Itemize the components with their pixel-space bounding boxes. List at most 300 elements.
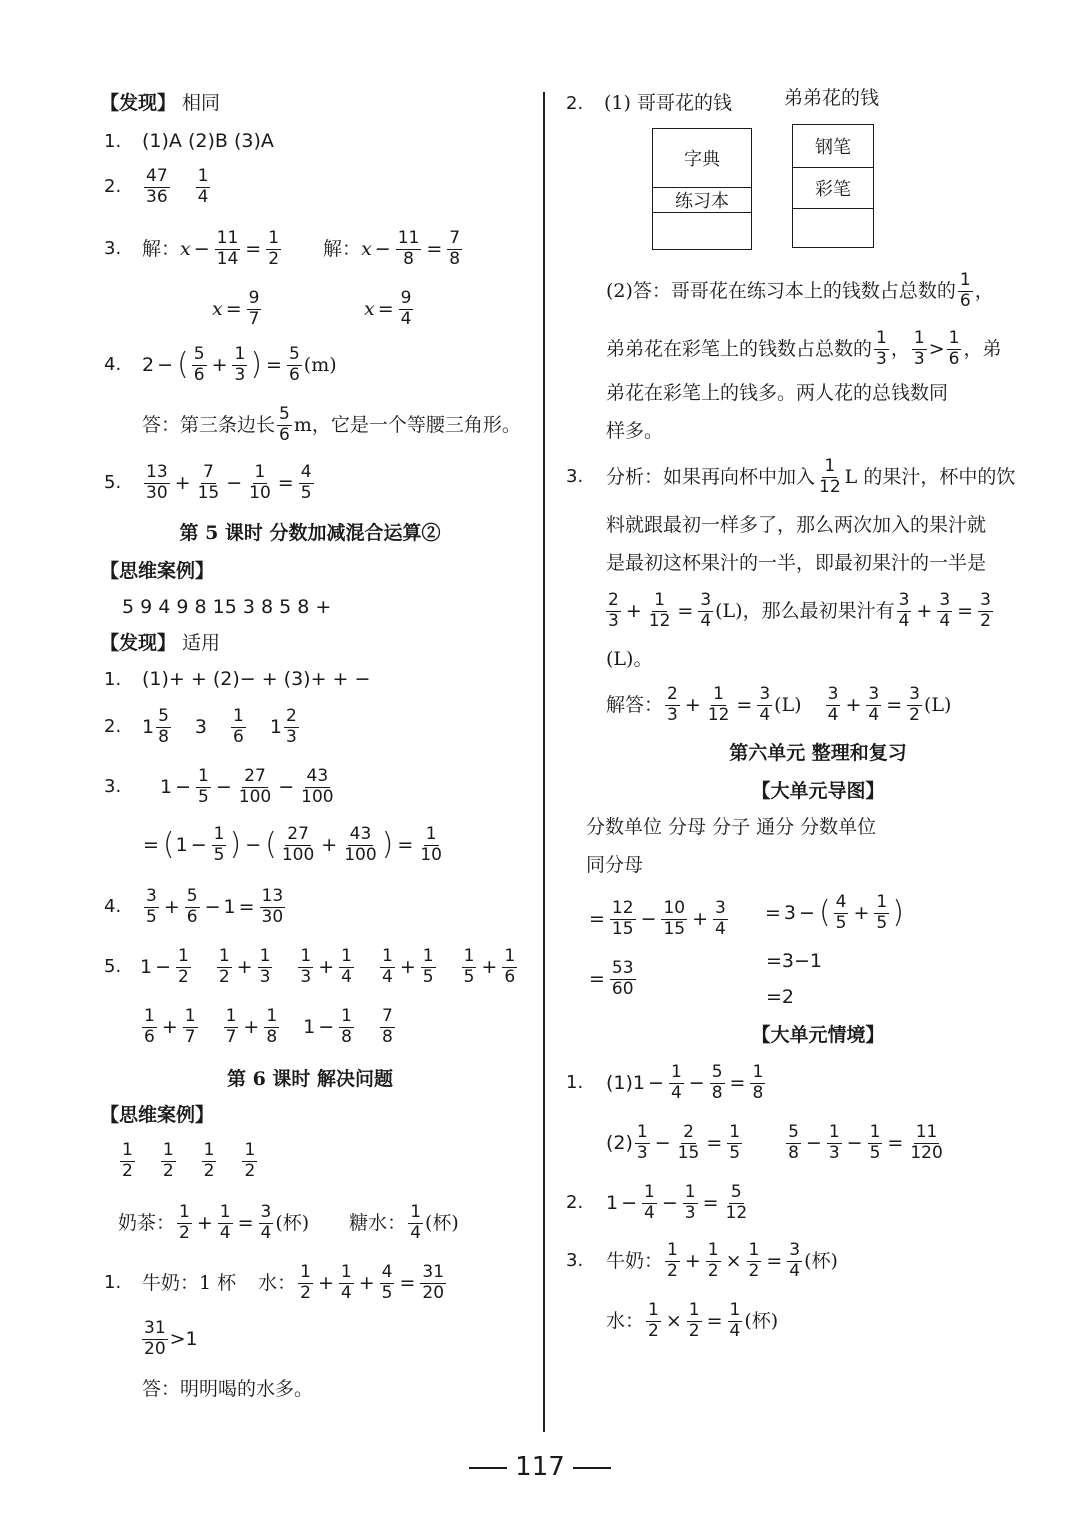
fraction <box>665 686 680 725</box>
practice-5-row-2 <box>140 1008 397 1047</box>
fraction <box>231 708 246 747</box>
fraction <box>298 948 313 987</box>
operator: + <box>684 1249 701 1272</box>
fraction <box>937 592 952 631</box>
fraction <box>242 1142 257 1181</box>
operator: − <box>374 237 391 260</box>
denominator: 6 <box>959 290 971 311</box>
numerator: 1 <box>410 1202 422 1222</box>
numerator: 3 <box>715 898 726 918</box>
denominator: 3 <box>913 348 925 369</box>
milktea-row <box>118 1204 459 1243</box>
numerator: 1 <box>300 946 312 966</box>
text-segment: 3. <box>566 1250 584 1272</box>
text-segment: 2 <box>142 353 155 376</box>
calc-left-1 <box>586 900 730 939</box>
denominator: 5 <box>835 912 847 933</box>
denominator: 2 <box>707 1260 719 1281</box>
numerator: 1 <box>144 1006 155 1026</box>
calc-right-1 <box>762 894 905 933</box>
numerator: 3 <box>898 590 910 610</box>
operator: = <box>589 967 605 990</box>
operator: = <box>765 901 781 924</box>
fraction <box>247 464 273 503</box>
right-q3-solution <box>606 686 951 725</box>
denominator: 6 <box>233 726 244 747</box>
text-segment: 3. <box>104 776 122 798</box>
numerator: 1 <box>266 1006 278 1026</box>
numerator: 3 <box>260 1202 272 1222</box>
practice-1 <box>104 670 370 689</box>
operator: + <box>692 907 709 930</box>
right-q3-line3: 是最初这杯果汁的一半，即最初果汁的一半是 <box>606 552 987 574</box>
text-segment: ，弟 <box>963 337 1002 360</box>
fraction <box>907 686 922 725</box>
operator: − <box>226 471 243 494</box>
operator: = <box>143 833 159 856</box>
text-segment: ， <box>974 279 994 302</box>
operator: + <box>196 1211 213 1234</box>
scene-3-milk <box>566 1242 838 1281</box>
denominator: 6 <box>186 906 198 927</box>
item-number: 5. <box>104 472 122 494</box>
numerator: 1 <box>636 1122 648 1142</box>
fraction <box>676 1124 702 1163</box>
operator: − <box>175 775 192 798</box>
box-segment-colorpen: 彩笔 <box>793 168 873 209</box>
denominator: 6 <box>948 348 960 369</box>
operator: − <box>654 1131 671 1154</box>
denominator: 2 <box>178 966 189 987</box>
numerator: 1 <box>959 270 971 290</box>
numerator: 1 <box>713 684 724 704</box>
denominator: 100 <box>281 844 315 865</box>
fraction <box>706 1242 721 1281</box>
text-segment: 1 <box>223 895 236 918</box>
answer-3-result-2 <box>364 290 415 329</box>
numerator: 5 <box>711 1062 723 1082</box>
numerator: 1 <box>869 1122 881 1142</box>
numerator: 1 <box>233 706 244 726</box>
operator: = <box>225 297 242 320</box>
parenthesis: ( <box>265 827 277 863</box>
fraction <box>339 1008 354 1047</box>
denominator: 2 <box>122 1160 133 1181</box>
denominator: 7 <box>248 308 260 329</box>
text-segment: (1)+ + (2)− + (3)+ + − <box>142 668 371 690</box>
box-segment-pen: 钢笔 <box>793 125 873 168</box>
fraction <box>339 948 354 987</box>
numerator: 1 <box>197 166 209 186</box>
fraction <box>757 686 772 725</box>
denominator: 5 <box>381 1282 393 1303</box>
text-segment: 解： <box>323 237 362 260</box>
numerator: 1 <box>684 1182 696 1202</box>
answer-2 <box>104 168 212 207</box>
daotu-line-1: 分数单位 分母 分子 通分 分数单位 <box>586 816 877 838</box>
practice-2 <box>104 708 301 747</box>
text-segment: 分析：如果再向杯中加入 <box>606 465 816 488</box>
fraction <box>299 464 314 503</box>
numerator: 2 <box>608 590 619 610</box>
denominator: 3 <box>828 1142 840 1163</box>
text-segment: 1 <box>269 715 282 738</box>
operator: = <box>736 693 753 716</box>
solve-1 <box>104 1264 448 1303</box>
numerator: 1 <box>268 228 280 248</box>
fraction <box>144 168 170 207</box>
denominator: 14 <box>216 248 239 269</box>
operator: − <box>155 955 172 978</box>
denominator: 4 <box>219 1222 231 1243</box>
fraction <box>834 894 849 933</box>
fraction <box>212 826 227 865</box>
operator: + <box>161 1015 178 1038</box>
operator: = <box>426 237 443 260</box>
text-segment: 2. <box>566 92 584 114</box>
daotu-label: 【大单元导图】 <box>751 780 885 802</box>
denominator: 6 <box>144 1026 155 1047</box>
denominator: 4 <box>644 1202 655 1223</box>
denominator: 2 <box>203 1160 215 1181</box>
numerator: 1 <box>178 946 189 966</box>
fraction <box>420 1264 446 1303</box>
denominator: 4 <box>260 1222 272 1243</box>
numerator: 1 <box>648 1300 659 1320</box>
text-segment: 弟弟花在彩笔上的钱数占总数的 <box>606 337 873 360</box>
text-segment: x <box>364 297 375 320</box>
denominator: 2 <box>748 1260 760 1281</box>
text-segment: 牛奶：1 杯 <box>142 1271 237 1294</box>
operator: − <box>799 901 815 924</box>
denominator: 120 <box>910 1142 943 1163</box>
text-segment: (杯) <box>804 1249 838 1272</box>
fraction <box>218 1204 233 1243</box>
numerator: 1 <box>644 1182 655 1202</box>
operator: − <box>190 833 207 856</box>
text-segment: 1. <box>104 668 122 690</box>
fraction <box>669 1064 684 1103</box>
operator: × <box>725 1249 742 1272</box>
text-segment: 1 <box>160 775 173 798</box>
fraction <box>462 948 477 987</box>
fraction <box>177 1204 192 1243</box>
numerator: 43 <box>349 824 372 844</box>
fraction <box>266 230 281 269</box>
fraction <box>260 888 286 927</box>
denominator: 2 <box>648 1320 659 1341</box>
box-segment-dictionary: 字典 <box>653 129 751 188</box>
fraction <box>661 900 687 939</box>
operator: − <box>805 1131 822 1154</box>
numerator: 5 <box>158 706 169 726</box>
fraction <box>280 826 316 865</box>
fraction <box>339 1264 354 1303</box>
denominator: 30 <box>146 482 168 503</box>
numerator: 3 <box>909 684 920 704</box>
fraction <box>298 1264 313 1303</box>
numerator: 1 <box>254 462 266 482</box>
numerator: 3 <box>146 886 157 906</box>
numerator: 1 <box>670 1062 682 1082</box>
right-q3-line4 <box>604 592 995 631</box>
numerator: 1 <box>948 328 960 348</box>
numerator: 3 <box>700 590 712 610</box>
operator: = <box>887 1131 904 1154</box>
denominator: 8 <box>711 1082 723 1103</box>
numerator: 1 <box>162 1140 174 1160</box>
denominator: 12 <box>725 1202 748 1223</box>
fraction <box>396 230 422 269</box>
fraction <box>232 346 247 385</box>
numerator: 1 <box>259 946 271 966</box>
numerator: 2 <box>683 1122 694 1142</box>
operator: + <box>318 955 335 978</box>
text-segment: (杯) <box>744 1309 779 1332</box>
scene-2 <box>566 1184 751 1223</box>
text-segment: (L) <box>923 693 952 716</box>
denominator: 4 <box>382 966 393 987</box>
numerator: 1 <box>341 1006 352 1026</box>
operator: = <box>237 1211 254 1234</box>
numerator: 1 <box>341 946 352 966</box>
fraction <box>706 686 732 725</box>
calc-right-3: =2 <box>766 986 795 1008</box>
numerator: 5 <box>279 404 290 424</box>
denominator: 4 <box>340 1282 352 1303</box>
right-q2-answer-line3: 弟花在彩笔上的钱多。两人花的总钱数同 <box>606 382 949 404</box>
fraction <box>665 1242 680 1281</box>
numerator: 3 <box>789 1240 801 1260</box>
denominator: 100 <box>301 786 334 807</box>
fraction <box>277 406 292 445</box>
text-segment: 1. <box>104 1272 122 1294</box>
fraction <box>610 960 636 999</box>
operator: + <box>236 955 253 978</box>
numerator: 10 <box>663 898 686 918</box>
numerator: 1 <box>654 590 665 610</box>
text-segment: 5. <box>104 956 122 978</box>
text-segment: > <box>928 337 945 360</box>
numerator: 27 <box>244 766 266 786</box>
answer-1 <box>104 132 274 151</box>
item-number: 2. <box>104 176 122 198</box>
denominator: 4 <box>700 610 712 631</box>
numerator: 5 <box>193 344 205 364</box>
fraction <box>247 290 262 329</box>
fraction <box>710 1064 725 1103</box>
fraction <box>399 290 414 329</box>
answer-4-reply <box>142 406 521 445</box>
operator: = <box>399 1271 416 1294</box>
denominator: 5 <box>729 1142 741 1163</box>
numerator: 1 <box>184 1006 196 1026</box>
numerator: 31 <box>144 1318 166 1338</box>
operator: = <box>377 297 394 320</box>
numerator: 1 <box>213 824 225 844</box>
fraction <box>728 1302 743 1341</box>
operator: − <box>204 895 221 918</box>
operator: = <box>677 599 694 622</box>
operator: − <box>215 775 232 798</box>
fraction <box>196 168 211 207</box>
fraction <box>947 330 962 369</box>
siwei-label-1: 【思维案例】 <box>100 560 215 582</box>
answer-3-result-1 <box>212 290 263 329</box>
fraction <box>817 458 843 497</box>
operator: = <box>266 353 282 376</box>
denominator: 4 <box>410 1222 422 1243</box>
answer-5 <box>104 464 316 503</box>
denominator: 5 <box>213 844 225 865</box>
denominator: 8 <box>752 1082 764 1103</box>
operator: − <box>278 775 295 798</box>
fraction <box>610 900 636 939</box>
text-segment: (2) <box>606 1131 633 1154</box>
fraction <box>727 1124 742 1163</box>
operator: + <box>163 895 180 918</box>
denominator: 2 <box>179 1222 190 1243</box>
denominator: 4 <box>341 966 352 987</box>
fraction <box>866 686 881 725</box>
denominator: 3 <box>259 966 271 987</box>
fraction <box>120 1142 135 1181</box>
fraction <box>418 826 444 865</box>
fraction <box>908 1124 944 1163</box>
numerator: 3 <box>868 684 880 704</box>
text-segment: 2. <box>566 1192 584 1214</box>
parenthesis: ( <box>162 827 175 863</box>
operator: + <box>243 1015 260 1038</box>
numerator: 12 <box>611 898 634 918</box>
text-segment: 1 <box>175 833 188 856</box>
denominator: 100 <box>344 844 377 865</box>
text-segment: 解： <box>142 237 181 260</box>
denominator: 4 <box>729 1320 741 1341</box>
fraction <box>698 592 713 631</box>
fraction <box>192 346 207 385</box>
operator: + <box>321 833 338 856</box>
answer-text: (1)A (2)B (3)A <box>142 130 274 152</box>
numerator: 7 <box>449 228 461 248</box>
operator: = <box>245 237 262 260</box>
text-segment: (L)，那么最初果汁有 <box>715 599 895 622</box>
denominator: 20 <box>144 1338 166 1359</box>
denominator: 4 <box>670 1082 682 1103</box>
fraction <box>874 894 889 933</box>
fraction <box>284 708 299 747</box>
operator: = <box>729 1071 746 1094</box>
numerator: 5 <box>730 1182 742 1202</box>
denominator: 2 <box>300 1282 311 1303</box>
denominator: 6 <box>288 364 300 385</box>
fraction <box>224 1008 239 1047</box>
daotu-line-2: 同分母 <box>586 854 644 876</box>
numerator: 1 <box>748 1240 760 1260</box>
numerator: 43 <box>306 766 329 786</box>
text-segment: >1 <box>169 1327 198 1350</box>
fraction <box>868 1124 883 1163</box>
operator: − <box>621 1191 638 1214</box>
fraction <box>826 686 841 725</box>
numerator: 1 <box>876 328 887 348</box>
operator: − <box>193 237 210 260</box>
text-segment: x <box>212 297 223 320</box>
denominator: 3 <box>667 704 678 725</box>
denominator: 60 <box>611 978 634 999</box>
fraction <box>683 1184 698 1223</box>
operator: = <box>886 693 903 716</box>
denominator: 15 <box>611 918 634 939</box>
denominator: 4 <box>715 918 726 939</box>
text-segment: 1 <box>606 1191 619 1214</box>
denominator: 3 <box>285 726 297 747</box>
fraction <box>264 1008 279 1047</box>
numerator: 53 <box>611 958 634 978</box>
text-segment: 解答： <box>606 693 664 716</box>
fraction <box>176 948 191 987</box>
text-segment: L 的果汁，杯中的饮 <box>844 465 1016 488</box>
fraction <box>196 464 222 503</box>
denominator: 15 <box>677 1142 700 1163</box>
numerator: 1 <box>422 946 434 966</box>
denominator: 5 <box>198 786 209 807</box>
numerator: 11 <box>915 1122 938 1142</box>
page-dash-left <box>469 1467 507 1469</box>
denominator: 5 <box>146 906 157 927</box>
operator: + <box>845 693 862 716</box>
fraction <box>258 948 273 987</box>
siwei-label-2: 【思维案例】 <box>100 1104 215 1126</box>
denominator: 36 <box>146 186 168 207</box>
fraction <box>786 1124 801 1163</box>
text-segment: 水： <box>258 1271 297 1294</box>
fraction <box>202 1142 217 1181</box>
denominator: 12 <box>819 476 841 497</box>
practice-5-row-1 <box>104 948 519 987</box>
right-q2-head-2: 弟弟花的钱 <box>784 87 880 109</box>
numerator: 1 <box>828 1122 840 1142</box>
fraction <box>747 1242 762 1281</box>
text-segment: m，它是一个等腰三角形。 <box>293 413 521 436</box>
numerator: 13 <box>261 886 284 906</box>
text-segment: (1)1 <box>606 1071 646 1094</box>
fraction <box>156 708 171 747</box>
unit-6-title: 第六单元 整理和复习 <box>729 742 907 764</box>
numerator: 27 <box>287 824 309 844</box>
brother-money-box <box>652 128 752 250</box>
operator: × <box>665 1309 682 1332</box>
denominator: 5 <box>300 482 312 503</box>
fraction <box>142 1320 168 1359</box>
numerator: 5 <box>288 344 300 364</box>
numerator: 2 <box>667 684 678 704</box>
calc-right-2: =3−1 <box>766 950 823 972</box>
text-segment: 3. <box>566 466 584 488</box>
siwei-sequence: 5 9 4 9 8 15 3 8 5 8 + <box>122 596 332 618</box>
numerator: 11 <box>397 228 420 248</box>
text-segment: x <box>361 237 372 260</box>
solve-1-answer: 答：明明喝的水多。 <box>142 1378 314 1400</box>
fraction <box>144 464 170 503</box>
column-divider <box>543 92 545 1432</box>
page-number <box>0 1452 1080 1482</box>
lesson-5-title: 第 5 课时 分数加减混合运算② <box>179 522 441 544</box>
text-segment: (杯) <box>275 1211 310 1234</box>
denominator: 3 <box>608 610 619 631</box>
numerator: 1 <box>876 892 888 912</box>
fraction <box>144 888 159 927</box>
